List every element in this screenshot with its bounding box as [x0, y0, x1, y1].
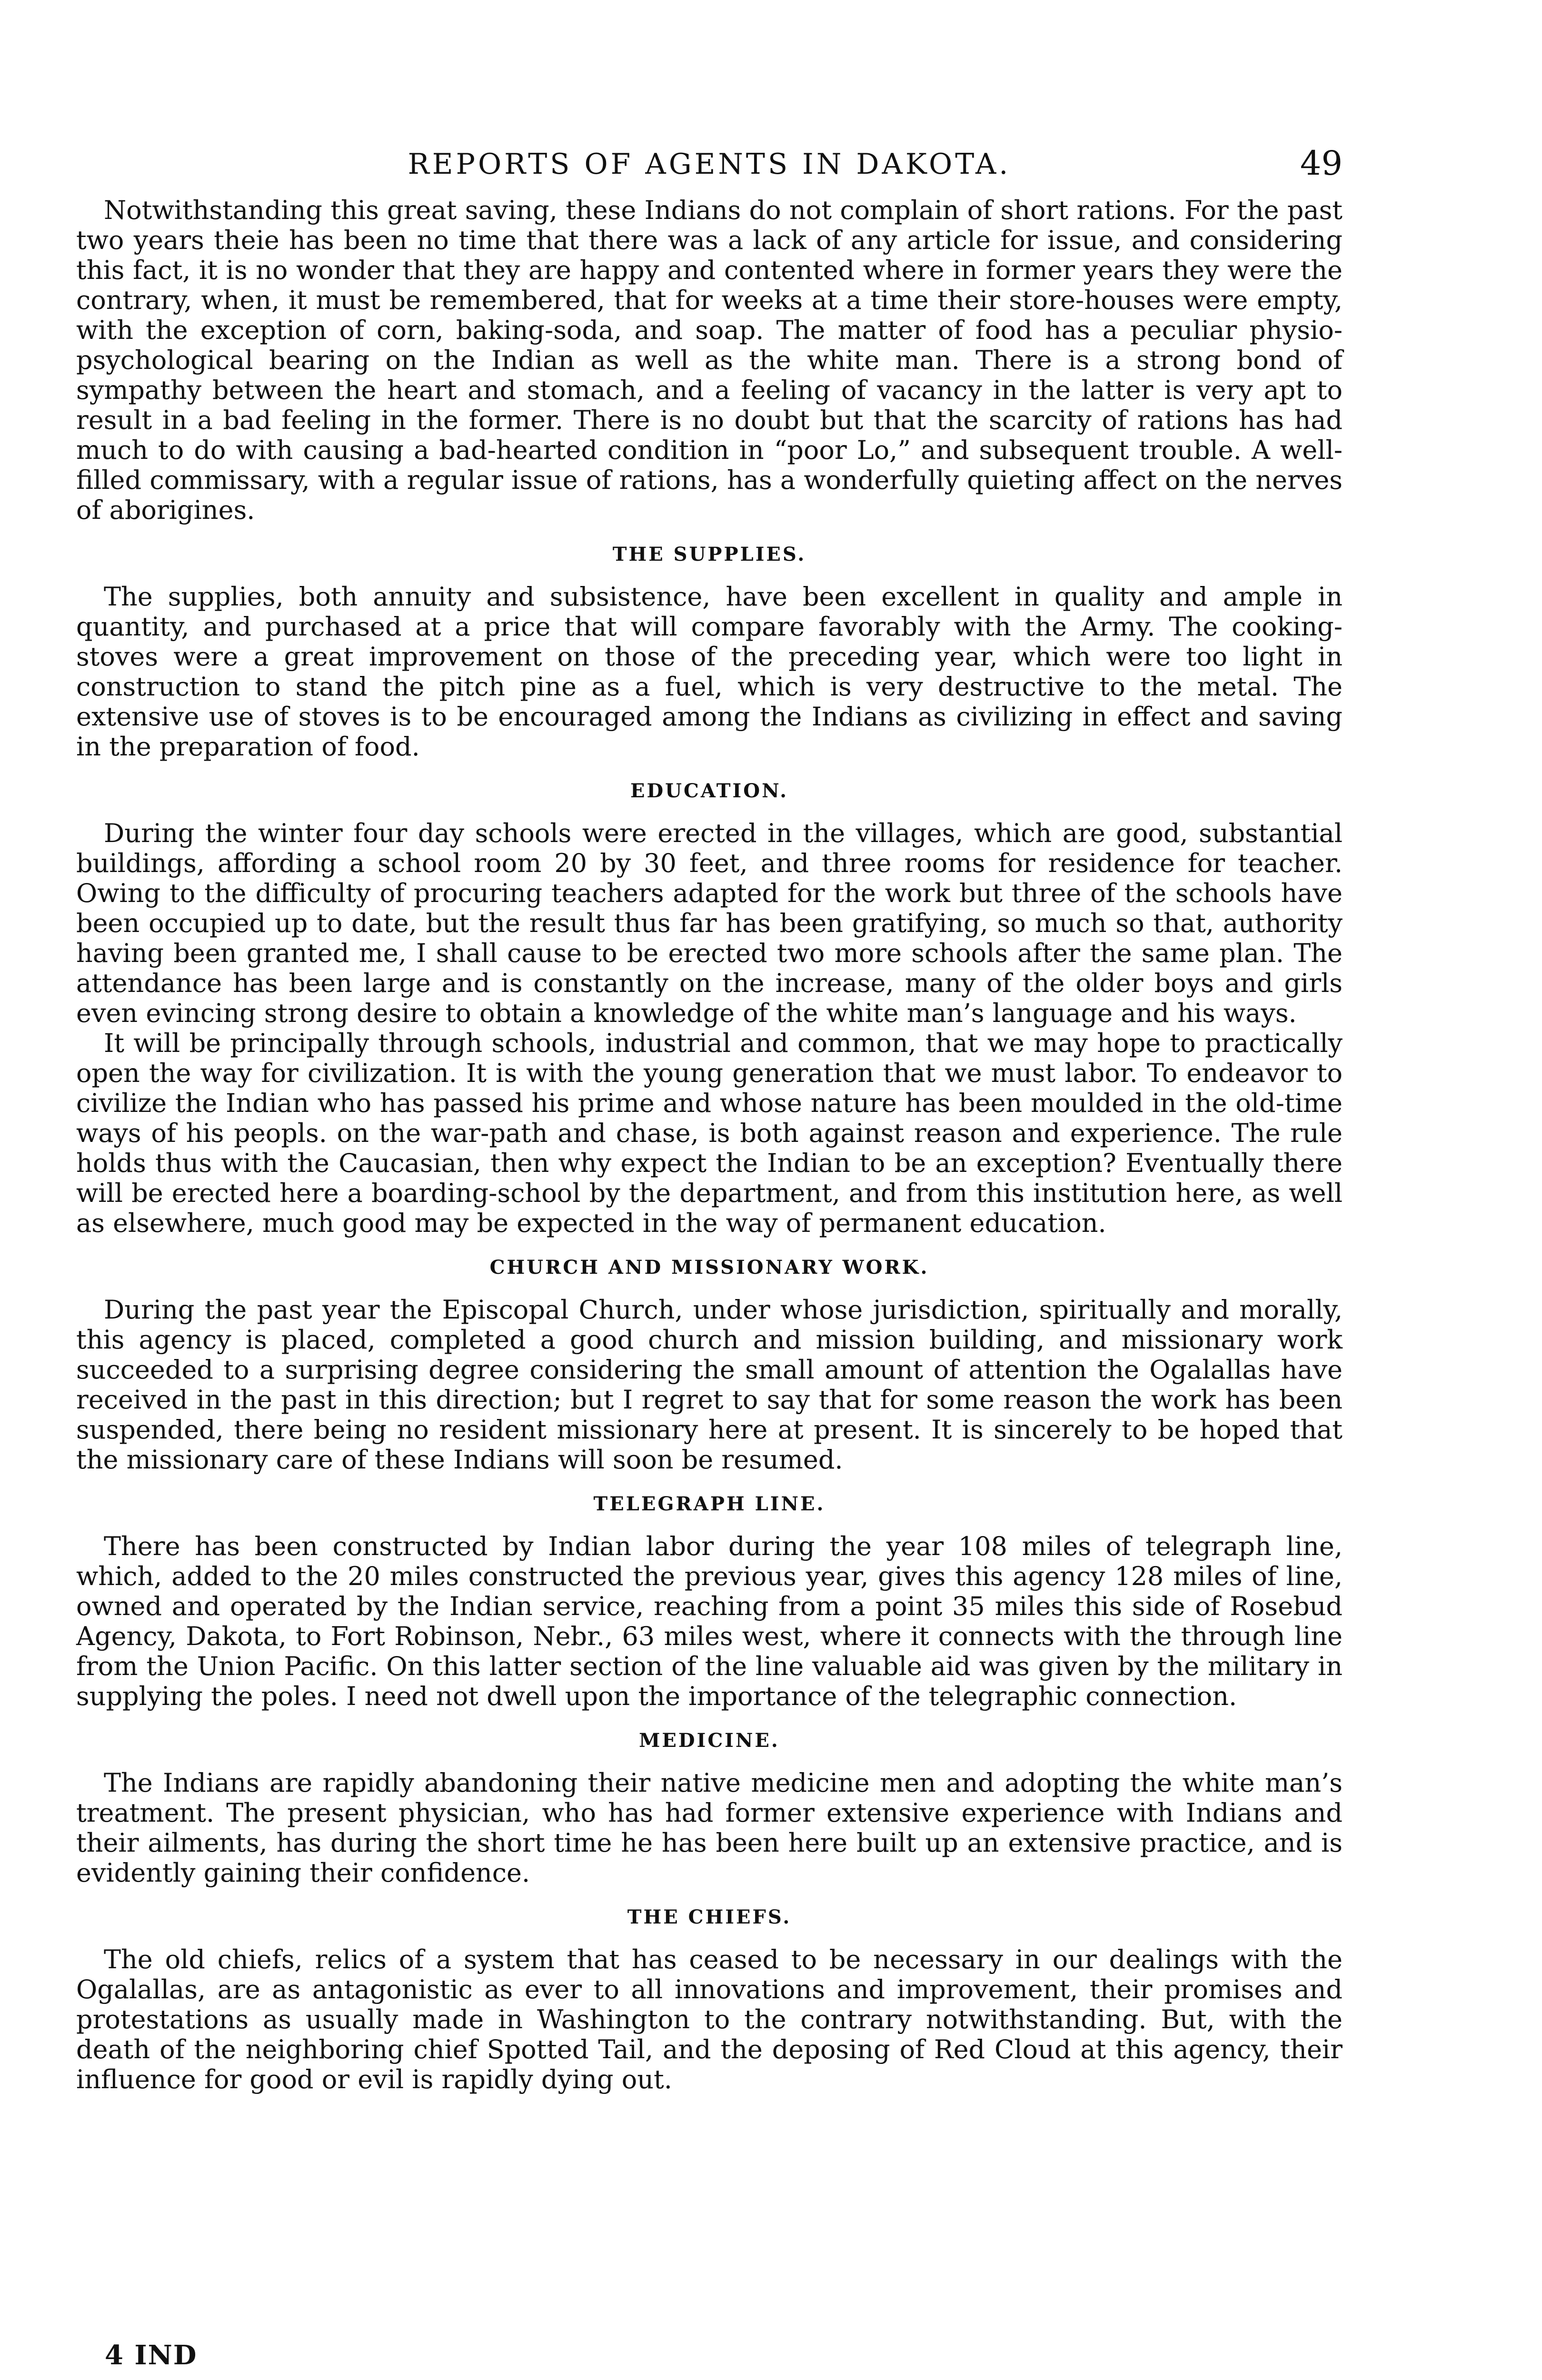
chiefs-paragraph: The old chiefs, relics of a system that has ceased to be necessary in our dealings with the Ogalallas, are as antagonistic as ever to all innovations and improvement, their promises and protestations as usually made in Washington to the contrary notwithstanding. But, with the death of the neighboring chief Spotted Tail, and the deposing of Red Cloud at this agency, their influence for good or evil is rapidly dying out.	[76, 1944, 1343, 2094]
medicine-heading: MEDICINE.	[639, 1729, 780, 1752]
education-paragraph-2: It will be principally through schools, industrial and common, that we may hope to practically open the way for civilization. It is with the young generation that we must labor. To endeavor to civilize the Indian who has passed his prime and whose nature has been moulded in the old-time ways of his peopls. on the war-path and chase, is both against reason and experience. The rule holds thus with the Caucasian, then why expect the Indian to be an exception? Eventually there will be erected here a boarding-school by the department, and from this institution here, as well as elsewhere, much good may be expected in the way of permanent education.	[76, 1028, 1343, 1238]
running-title: REPORTS OF AGENTS IN DAKOTA.	[408, 148, 1011, 181]
supplies-heading: THE SUPPLIES.	[612, 543, 806, 565]
document-page	[76, 119, 1343, 2380]
running-head	[76, 119, 1343, 195]
church-section	[76, 1256, 1343, 1475]
intro-section	[76, 195, 1343, 525]
education-section	[76, 780, 1343, 1238]
supplies-paragraph: The supplies, both annuity and subsistence, have been excellent in quality and ample in quantity, and purchased at a price that will compare favorably with the Army. The cooking-stoves were a great improvement on those of the preceding year, which were too light in construction to stand the pitch pine as a fuel, which is very destructive to the metal. The extensive use of stoves is to be encouraged among the Indians as civilizing in effect and saving in the preparation of food.	[76, 582, 1343, 762]
church-heading: CHURCH AND MISSIONARY WORK.	[489, 1256, 929, 1279]
supplies-section	[76, 543, 1343, 762]
telegraph-heading: TELEGRAPH LINE.	[593, 1493, 826, 1515]
medicine-section	[76, 1729, 1343, 1888]
church-paragraph: During the past year the Episcopal Church, under whose jurisdiction, spiritually and morally, this agency is placed, completed a good church and mission building, and missionary work succeeded to a surprising degree considering the small amount of attention the Ogalallas have received in the past in this direction; but I regret to say that for some reason the work has been suspended, there being no resident missionary here at present. It is sincerely to be hoped that the missionary care of these Indians will soon be resumed.	[76, 1295, 1343, 1475]
education-paragraph-1: During the winter four day schools were erected in the villages, which are good, substantial buildings, affording a school room 20 by 30 feet, and three rooms for residence for teacher. Owing to the difficulty of procuring teachers adapted for the work but three of the schools have been occupied up to date, but the result thus far has been gratifying, so much so that, authority having been granted me, I shall cause to be erected two more schools after the same plan. The attendance has been large and is constantly on the increase, many of the older boys and girls even evincing strong desire to obtain a knowledge of the white man’s language and his ways.	[76, 818, 1343, 1028]
telegraph-section	[76, 1493, 1343, 1711]
footer-signature: 4 IND	[105, 2340, 198, 2371]
medicine-paragraph: The Indians are rapidly abandoning their native medicine men and adopting the white man’s treatment. The present physician, who has had former extensive experience with Indians and their ailments, has during the short time he has been here built up an extensive practice, and is evidently gaining their confidence.	[76, 1768, 1343, 1888]
intro-paragraph: Notwithstanding this great saving, these Indians do not complain of short rations. For the past two years theie has been no time that there was a lack of any article for issue, and considering this fact, it is no wonder that they are happy and contented where in former years they were the contrary, when, it must be remembered, that for weeks at a time their store-houses were empty, with the exception of corn, baking-soda, and soap. The matter of food has a peculiar physio-psychological bearing on the Indian as well as the white man. There is a strong bond of sympathy between the heart and stomach, and a feeling of vacancy in the latter is very apt to result in a bad feeling in the former. There is no doubt but that the scarcity of rations has had much to do with causing a bad-hearted condition in “poor Lo,” and subsequent trouble. A well-filled commissary, with a regular issue of rations, has a wonderfully quieting affect on the nerves of aborigines.	[76, 195, 1343, 525]
telegraph-paragraph: There has been constructed by Indian labor during the year 108 miles of telegraph line, which, added to the 20 miles constructed the previous year, gives this agency 128 miles of line, owned and operated by the Indian service, reaching from a point 35 miles this side of Rosebud Agency, Dakota, to Fort Robinson, Nebr., 63 miles west, where it connects with the through line from the Union Pacific. On this latter section of the line valuable aid was given by the military in supplying the poles. I need not dwell upon the importance of the telegraphic connection.	[76, 1531, 1343, 1711]
chiefs-section	[76, 1906, 1343, 2094]
chiefs-heading: THE CHIEFS.	[627, 1906, 792, 1928]
education-heading: EDUCATION.	[630, 780, 788, 802]
page-number: 49	[1300, 144, 1343, 183]
